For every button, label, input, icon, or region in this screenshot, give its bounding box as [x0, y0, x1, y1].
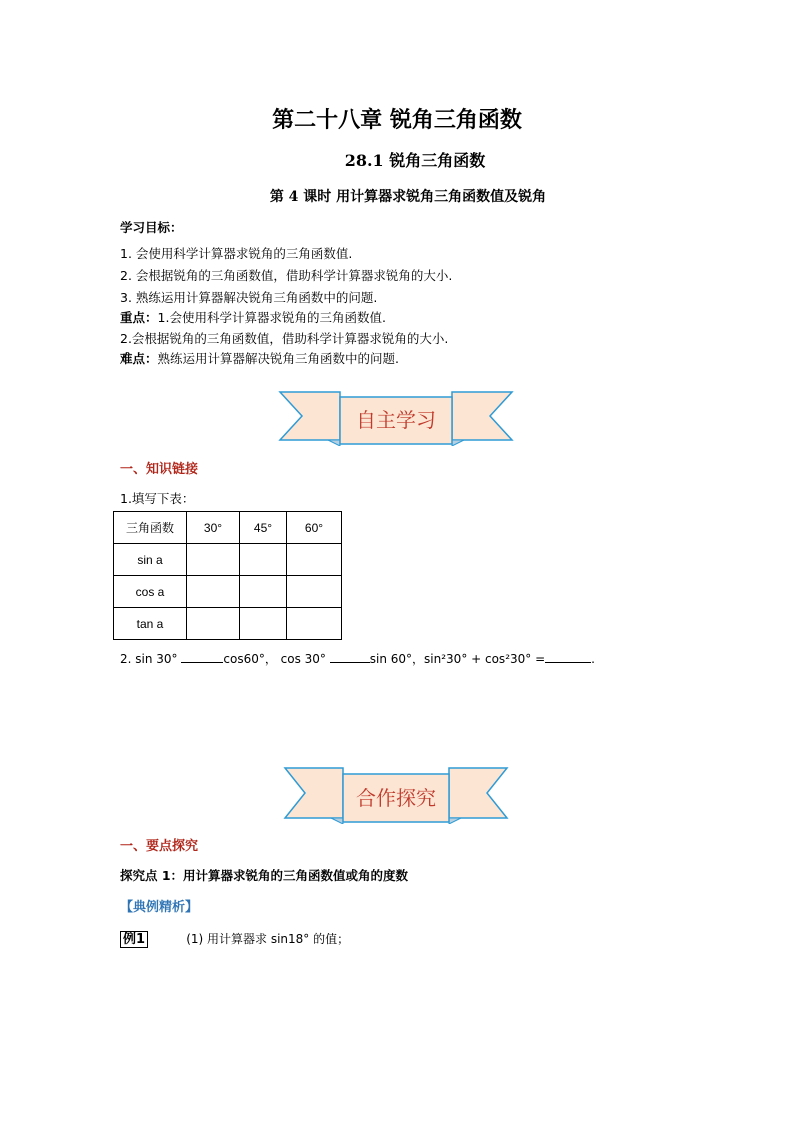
answer-blank[interactable]	[330, 662, 370, 663]
q2-part-1: 2. sin 30°	[120, 652, 178, 666]
banner-cooperative-inquiry-label: 合作探究	[356, 786, 436, 810]
table-header-cell: 60°	[287, 512, 342, 544]
q2-part-3: sin 60°，sin²30° + cos²30° =	[369, 652, 546, 666]
banner-self-study-label: 自主学习	[356, 408, 436, 432]
example-label: 例1	[120, 931, 148, 948]
key-points	[120, 308, 386, 326]
section-title: 28.1 锐角三角函数	[344, 151, 486, 170]
explore-heading: 一、要点探究	[120, 839, 199, 854]
question-1: 1.填写下表：	[120, 491, 195, 506]
q2-part-4: .	[591, 652, 595, 666]
table-row	[114, 576, 342, 608]
key-label: 重点：	[120, 310, 158, 325]
table-cell[interactable]	[287, 576, 342, 608]
difficult-points	[120, 349, 399, 367]
table-cell: sin a	[114, 544, 187, 576]
key-point-2: 2.会根据锐角的三角函数值，借助科学计算器求锐角的大小.	[120, 331, 449, 346]
key-text: 1.会使用科学计算器求锐角的三角函数值.	[157, 310, 386, 325]
objective-item: 2. 会根据锐角的三角函数值，借助科学计算器求锐角的大小.	[120, 268, 453, 283]
table-cell[interactable]	[187, 608, 240, 640]
difficult-label: 难点：	[120, 351, 158, 366]
answer-blank[interactable]	[181, 662, 223, 663]
table-cell[interactable]	[240, 544, 287, 576]
table-cell[interactable]	[287, 608, 342, 640]
table-header-row	[114, 512, 342, 544]
table-cell[interactable]	[287, 544, 342, 576]
table-cell[interactable]	[187, 576, 240, 608]
q2-part-2: cos60°， cos 30°	[223, 652, 326, 666]
banner-cooperative-inquiry	[283, 766, 509, 824]
objective-item: 1. 会使用科学计算器求锐角的三角函数值.	[120, 246, 353, 261]
example-heading: 【典例精析】	[120, 900, 199, 915]
lesson-title: 第 4 课时 用计算器求锐角三角函数值及锐角	[269, 189, 547, 205]
inquiry-point-1: 探究点 1：用计算器求锐角的三角函数值或角的度数	[120, 868, 409, 883]
table-header-cell: 45°	[240, 512, 287, 544]
objective-item: 3. 熟练运用计算器解决锐角三角函数中的问题.	[120, 290, 378, 305]
difficult-text: 熟练运用计算器解决锐角三角函数中的问题.	[157, 351, 399, 366]
chapter-title: 第二十八章 锐角三角函数	[272, 107, 522, 133]
table-header-cell: 三角函数	[114, 512, 187, 544]
objectives-heading: 学习目标：	[120, 220, 183, 235]
trig-table	[113, 511, 342, 640]
table-cell[interactable]	[240, 608, 287, 640]
table-cell[interactable]	[240, 576, 287, 608]
table-cell: tan a	[114, 608, 187, 640]
answer-blank[interactable]	[545, 662, 591, 663]
table-cell: cos a	[114, 576, 187, 608]
example-text: (1) 用计算器求 sin18° 的值；	[186, 932, 350, 946]
table-row	[114, 608, 342, 640]
example-1	[120, 928, 349, 947]
table-row	[114, 544, 342, 576]
table-cell[interactable]	[187, 544, 240, 576]
question-2	[120, 650, 595, 667]
banner-self-study	[278, 390, 514, 446]
knowledge-heading: 一、知识链接	[120, 462, 199, 477]
table-header-cell: 30°	[187, 512, 240, 544]
